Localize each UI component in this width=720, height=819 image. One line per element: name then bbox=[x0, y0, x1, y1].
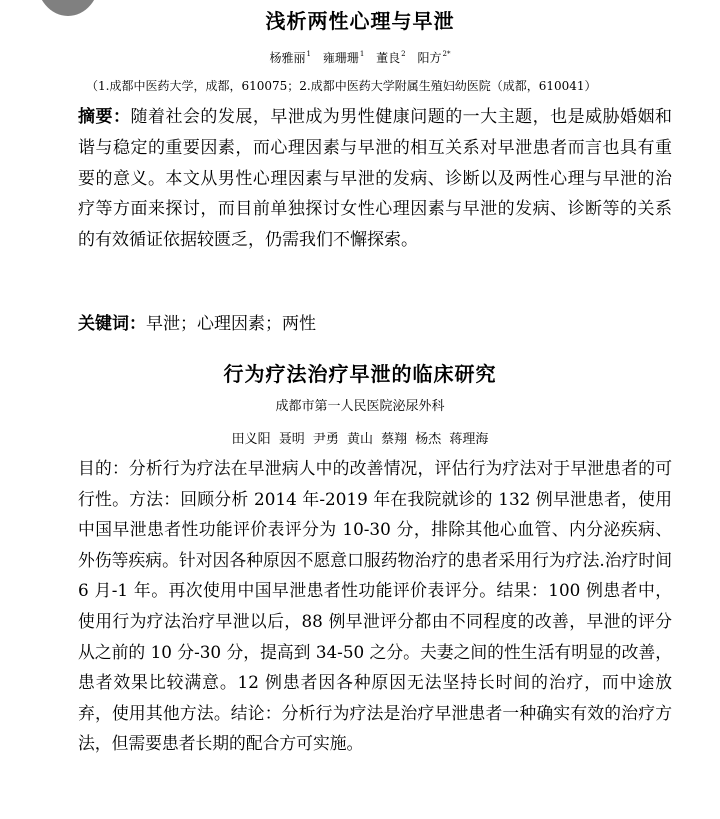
abstract-label: 摘要： bbox=[78, 107, 131, 127]
author: 雍珊珊$^1$ bbox=[322, 50, 365, 65]
paper2-title: 行为疗法治疗早泄的临床研究 bbox=[223, 362, 497, 386]
author: 董良$^2$ bbox=[376, 50, 406, 65]
paper1-abstract bbox=[78, 102, 672, 256]
author: 杨雅丽$^1$ bbox=[269, 50, 312, 65]
paper1-title: 浅析两性心理与早泄 bbox=[265, 9, 455, 33]
paper1-keywords bbox=[78, 309, 672, 340]
keywords-text: 早泄；心理因素；两性 bbox=[146, 314, 316, 334]
paper2-department: 成都市第一人民医院泌尿外科 bbox=[275, 399, 445, 414]
abstract-text: 随着社会的发展，早泄成为男性健康问题的一大主题，也是威胁婚姻和谐与稳定的重要因素，而心理因素与早泄的相互关系对早泄患者而言也具有重要的意义。本文从男性心理因素与早泄的发病、诊断以及两性心理与早泄的治疗等方面来探讨，而目前单独探讨女性心理因素与早泄的发病、诊断等的关系的有效循证依据较匮乏，仍需我们不懈探索。 bbox=[78, 107, 673, 251]
author: 阳方$^{2*}$ bbox=[417, 50, 451, 65]
keywords-label: 关键词： bbox=[78, 314, 146, 334]
paper2-body: 目的：分析行为疗法在早泄病人中的改善情况，评估行为疗法对于早泄患者的可行性。方法：回顾分析 2014 年-2019 年在我院就诊的 132 例早泄患者，使用中国早泄患者性功能评价表评分为 10-30 分，排除其他心血管、内分泌疾病、外伤等疾病。针对因各种原因不愿意口服药物治疗的患者采用行为疗法.治疗时间 6 月-1 年。再次使用中国早泄患者性功能评价表评分。结果：100 例患者中，使用行为疗法治疗早泄以后，88 例早泄评分都由不同程度的改善，早泄的评分从之前的 10 分-30 分，提高到 34-50 之分。夫妻之间的性生活有明显的改善，患者效果比较满意。12 例患者因各种原因无法坚持长时间的治疗，而中途放弃，使用其他方法。结论：分析行为疗法是治疗早泄患者一种确实有效的治疗方法，但需要患者长期的配合方可实施。 bbox=[78, 458, 672, 754]
paper1-authors bbox=[0, 44, 720, 68]
paper2-authors: 田义阳 聂明 尹勇 黄山 蔡翔 杨杰 蒋理海 bbox=[231, 432, 489, 447]
paper1-affiliations: （1.成都中医药大学，成都，610075；2.成都中医药大学附属生殖妇幼医院（成都，610041） bbox=[86, 79, 597, 93]
